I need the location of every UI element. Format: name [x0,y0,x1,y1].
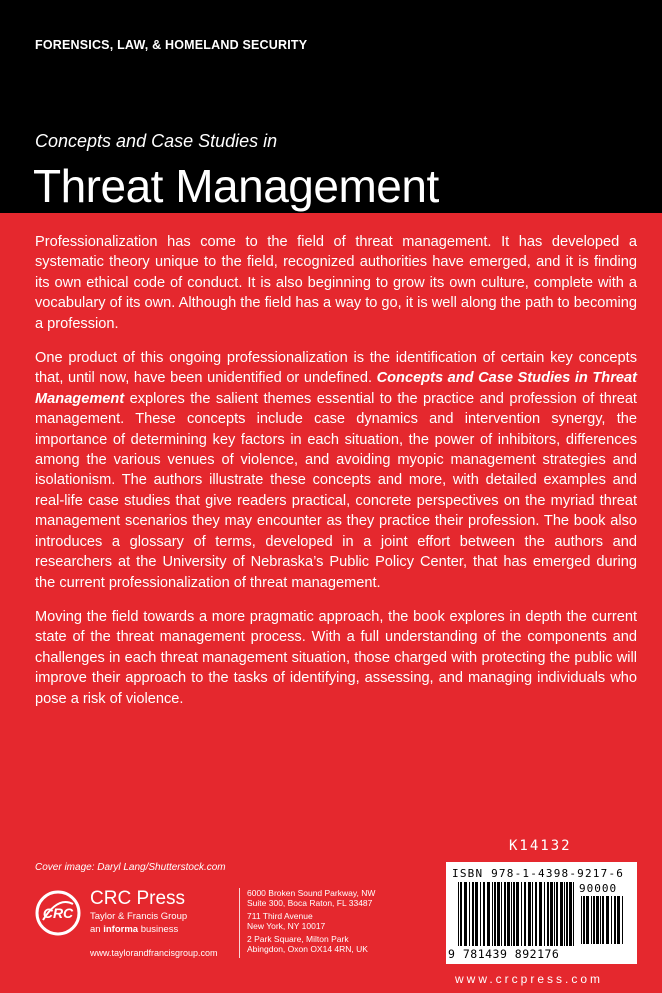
publisher-url: www.taylorandfrancisgroup.com [90,948,218,958]
barcode-bar [573,882,574,946]
header-band [0,0,662,213]
description-paragraph-3: Moving the field towards a more pragmatic approach, the book explores in depth the current state of the threat management process. With a full understanding of the components and challenges in each threat management situation, those charged with protecting the public will improve their approach to the tasks of identifying, assessing, and managing individuals who pose a risk of violence. [35,608,637,707]
barcode-bar [464,882,467,946]
barcode-bar [617,896,620,944]
barcode-bar [544,882,545,946]
barcode-bar [487,882,490,946]
address-1: 6000 Broken Sound Parkway, NW Suite 300, Boca Raton, FL 33487 [247,888,376,909]
barcode-bar [472,882,474,946]
description-paragraph-2: One product of this ongoing professionalization is the identification of certain key concepts that, until now, have been unidentified or undefined. Concepts and Case Studies in Threat Management explores the salient themes essential to the practice and profession of threat management. These concepts include case dynamics and intervention synergy, the importance of determining key factors in each situation, the power of inhibitors, differences among the various venues of violence, and avoiding myopic management strategies and isolationism. The authors illustrate these concepts and more, with detailed examples and real-life case studies that give readers practical, concrete perspectives on the myriad threat management scenarios they may encounter as they practice their profession. The book also introduces a glossary of terms, developed in a joint effort between the authors and researchers at the University of Nebraska’s Public Policy Center, that has emerged during the current professionalization of threat management. [35,350,637,591]
barcode-bar [564,882,565,946]
barcode-bar [586,896,589,944]
barcode-bar [528,882,531,946]
barcode-ean [458,882,576,946]
book-title: Threat Management [33,160,439,212]
barcode-bar [550,882,553,946]
barcode-bar [593,896,595,944]
price-code: 90000 [579,882,618,895]
cover-credit: Cover image: Daryl Lang/Shutterstock.com [35,862,226,873]
barcode-bar [513,882,515,946]
barcode-bar [501,882,502,946]
book-subtitle: Concepts and Case Studies in [35,131,278,151]
barcode-bar [492,882,493,946]
barcode-bar [560,882,563,946]
description-paragraph-1: Professionalization has come to the field of threat management. It has developed a systematic theory unique to the field, recognized authorities have emerged, and it is finding its own ethical code of conduct. It is also beginning to grow its own culture, complete with a vocabulary of its own. Although the field has a way to go, it is well along the path to becoming a profession. [35,234,637,332]
barcode-bar [480,882,481,946]
informa-line: an informa business [90,924,179,935]
barcode-bar [569,882,572,946]
publisher-name: CRC Press [90,888,186,909]
barcode-bar [554,882,555,946]
barcode-bar [591,896,592,944]
publisher-brand [90,888,187,936]
barcode-bar [494,882,496,946]
barcode-bar [600,896,601,944]
publisher-addresses [247,888,375,956]
barcode-bar [504,882,506,946]
barcode-bar [566,882,568,946]
barcode-number: 9 781439 892176 [448,947,560,961]
barcode-bar [524,882,526,946]
barcode-bar [614,896,616,944]
barcode-addon [581,896,625,944]
barcode-bar [596,896,599,944]
barcode-bar [516,882,519,946]
address-3: 2 Park Square, Milton Park Abingdon, Oxon OX14 4RN, UK [247,933,368,955]
address-2: 711 Third Avenue New York, NY 10017 [247,910,326,932]
barcode-bar [483,882,485,946]
barcode-box [446,862,637,964]
barcode-bar [511,882,512,946]
website: www.crcpress.com [455,972,604,986]
barcode-bar [583,896,585,944]
barcode-bar [475,882,478,946]
barcode-bar [532,882,533,946]
product-code: K14132 [509,838,572,854]
barcode-bar [606,896,609,944]
barcode-bar [539,882,542,946]
barcode-bar [602,896,604,944]
publisher-group: Taylor & Francis Group [90,911,188,922]
barcode-bar [458,882,459,946]
series-name: FORENSICS, LAW, & HOMELAND SECURITY [35,38,308,52]
isbn-text: ISBN 978-1-4398-9217-6 [452,867,625,880]
crc-logo-icon [35,890,81,936]
barcode-bar [521,882,522,946]
barcode-bar [507,882,510,946]
barcode-bar [622,896,623,944]
barcode-bar [469,882,470,946]
divider [239,888,240,958]
description [35,232,637,723]
barcode-bar [611,896,612,944]
barcode-bar [460,882,462,946]
barcode-bar [497,882,500,946]
barcode-bar [547,882,549,946]
barcode-bar [535,882,537,946]
book-title-inline: Concepts and Case Studies in Threat Management [35,370,637,407]
logo-text: CRC [42,905,74,921]
barcode-bar [556,882,558,946]
barcode-bar [581,896,582,944]
